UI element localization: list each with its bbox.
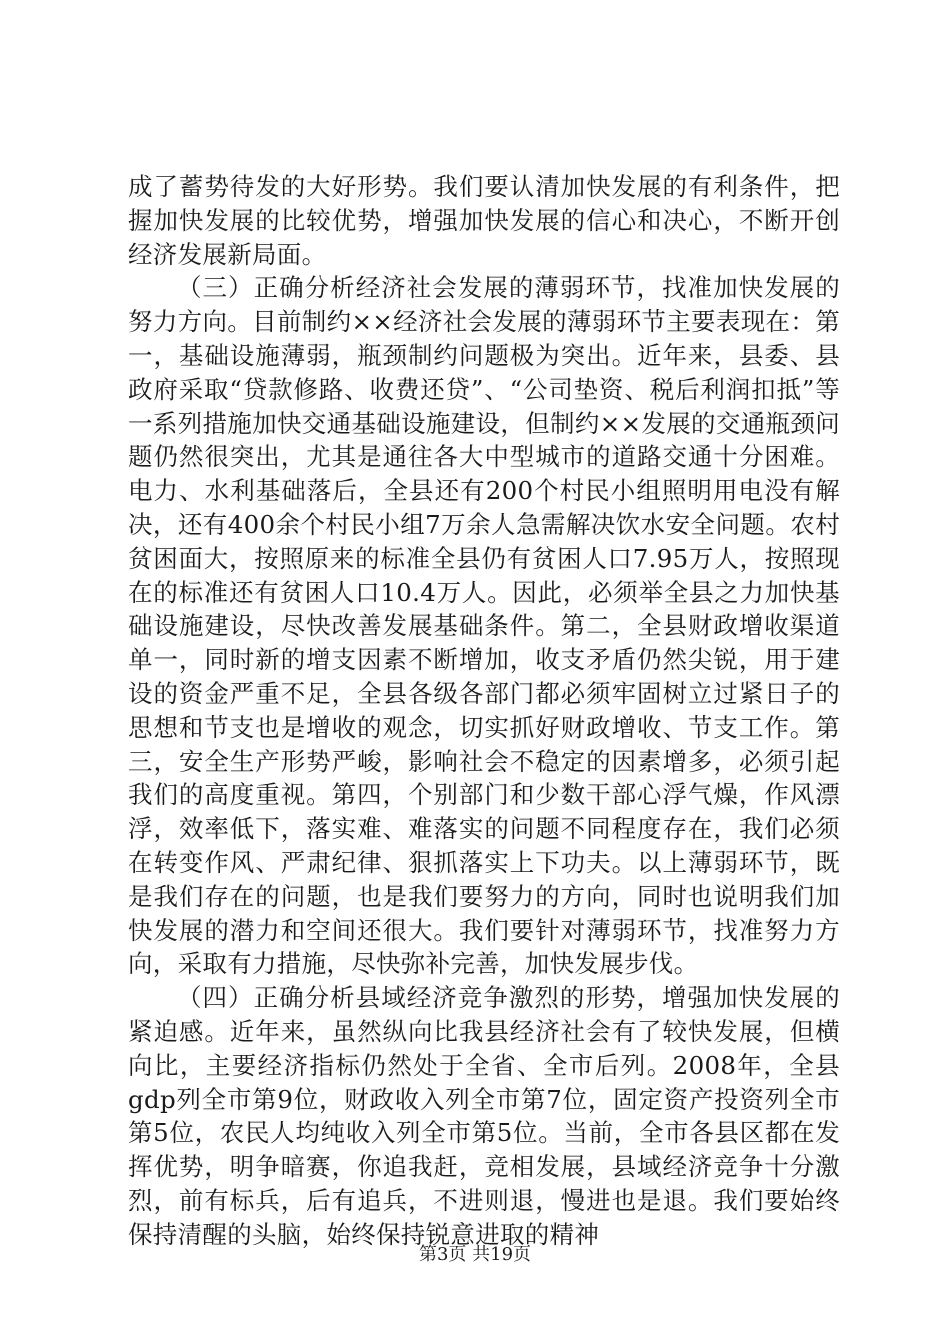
paragraph-section-three: （三）正确分析经济社会发展的薄弱环节，找准加快发展的努力方向。目前制约××经济社会发展的薄弱环节主要表现在：第一，基础设施薄弱，瓶颈制约问题极为突出。近年来，县委、县政府采取“贷款修路、收费还贷”、“公司垫资、税后利润扣抵”等一系列措施加快交通基础设施建设，但制约××发展的交通瓶颈问题仍然很突出，尤其是通往各大中型城市的道路交通十分困难。电力、水利基础落后，全县还有200个村民小组照明用电没有解决，还有400余个村民小组7万余人急需解决饮水安全问题。农村贫困面大，按照原来的标准全县仍有贫困人口7.95万人，按照现在的标准还有贫困人口10.4万人。因此，必须举全县之力加快基础设施建设，尽快改善发展基础条件。第二，全县财政增收渠道单一，同时新的增支因素不断增加，收支矛盾仍然尖锐，用于建设的资金严重不足，全县各级各部门都必须牢固树立过紧日子的思想和节支也是增收的观念，切实抓好财政增收、节支工作。第三，安全生产形势严峻，影响社会不稳定的因素增多，必须引起我们的高度重视。第四，个别部门和少数干部心浮气燥，作风漂浮，效率低下，落实难、难落实的问题不同程度存在，我们必须在转变作风、严肃纪律、狠抓落实上下功夫。以上薄弱环节，既是我们存在的问题，也是我们要努力的方向，同时也说明我们加快发展的潜力和空间还很大。我们要针对薄弱环节，找准努力方向，采取有力措施，尽快弥补完善，加快发展步伐。	[128, 273, 840, 979]
paragraph-section-four: （四）正确分析县域经济竞争激烈的形势，增强加快发展的紧迫感。近年来，虽然纵向比我县经济社会有了较快发展，但横向比，主要经济指标仍然处于全省、全市后列。2008年，全县gdp列全市第9位，财政收入列全市第7位，固定资产投资列全市第5位，农民人均纯收入列全市第5位。当前，全市各县区都在发挥优势，明争暗赛，你追我赶，竞相发展，县域经济竞争十分激烈，前有标兵，后有追兵，不进则退，慢进也是退。我们要始终保持清醒的头脑，始终保持锐意进取的精神	[128, 983, 840, 1249]
page-number-footer: 第3页 共19页	[418, 1244, 532, 1265]
paragraph-continuation: 成了蓄势待发的大好形势。我们要认清加快发展的有利条件，把握加快发展的比较优势，增强加快发展的信心和决心，不断开创经济发展新局面。	[128, 172, 840, 269]
document-body	[128, 170, 840, 1252]
